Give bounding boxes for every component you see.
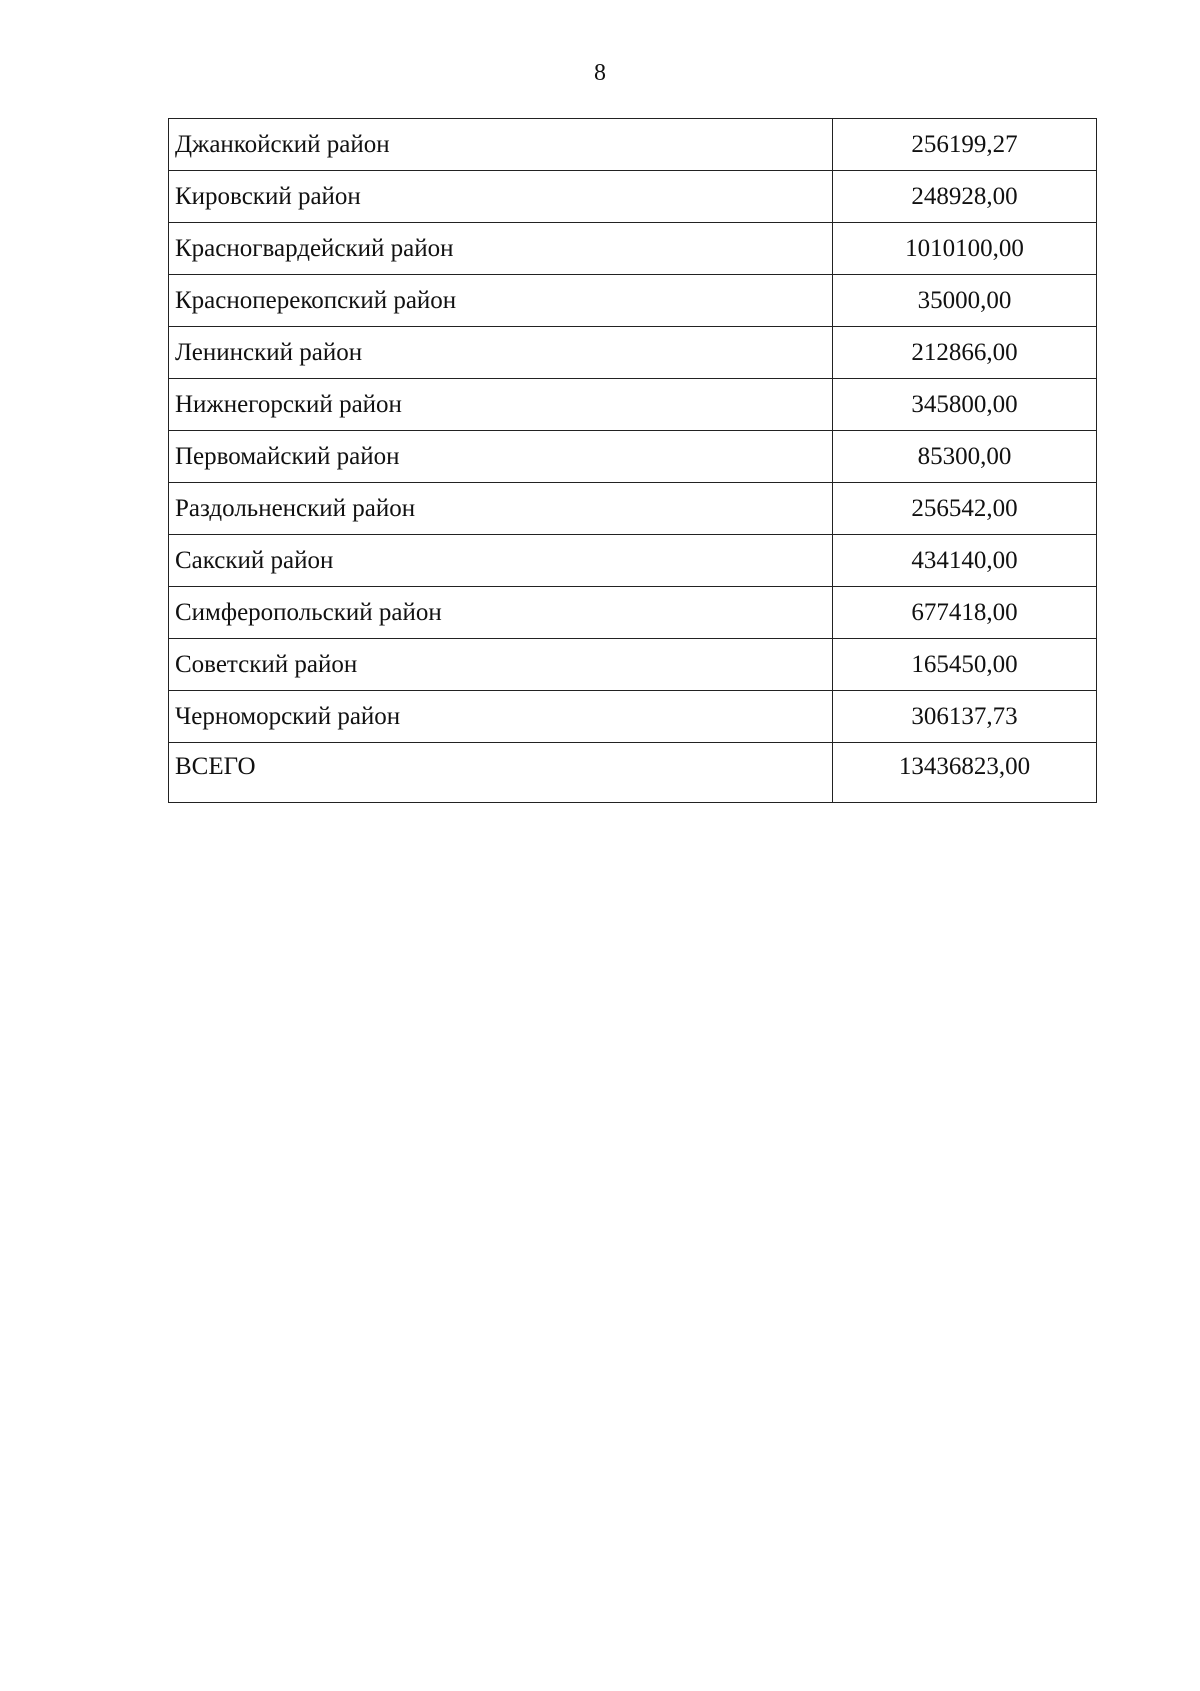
district-name: Симферопольский район (169, 587, 833, 639)
district-value: 248928,00 (833, 171, 1097, 223)
district-value: 1010100,00 (833, 223, 1097, 275)
district-value: 35000,00 (833, 275, 1097, 327)
table-row (169, 327, 1097, 379)
table-row (169, 379, 1097, 431)
district-name: Первомайский район (169, 431, 833, 483)
district-name: Нижнегорский район (169, 379, 833, 431)
total-row (169, 743, 1097, 803)
district-value: 165450,00 (833, 639, 1097, 691)
district-value: 85300,00 (833, 431, 1097, 483)
table-row (169, 639, 1097, 691)
district-value: 434140,00 (833, 535, 1097, 587)
table-row (169, 431, 1097, 483)
district-value: 256199,27 (833, 119, 1097, 171)
table-row (169, 119, 1097, 171)
district-table (168, 118, 1097, 803)
district-name: Советский район (169, 639, 833, 691)
district-name: Джанкойский район (169, 119, 833, 171)
table-row (169, 275, 1097, 327)
district-value: 677418,00 (833, 587, 1097, 639)
district-name: Черноморский район (169, 691, 833, 743)
district-name: Красногвардейский район (169, 223, 833, 275)
district-value: 345800,00 (833, 379, 1097, 431)
table-row (169, 535, 1097, 587)
total-label: ВСЕГО (169, 743, 833, 803)
table-row (169, 171, 1097, 223)
table-row (169, 691, 1097, 743)
district-name: Красноперекопский район (169, 275, 833, 327)
table-row (169, 223, 1097, 275)
district-name: Сакский район (169, 535, 833, 587)
district-name: Раздольненский район (169, 483, 833, 535)
district-value: 256542,00 (833, 483, 1097, 535)
table-row (169, 587, 1097, 639)
page-number: 8 (594, 60, 606, 86)
district-name: Ленинский район (169, 327, 833, 379)
district-name: Кировский район (169, 171, 833, 223)
district-value: 306137,73 (833, 691, 1097, 743)
table-row (169, 483, 1097, 535)
total-value: 13436823,00 (833, 743, 1097, 803)
district-value: 212866,00 (833, 327, 1097, 379)
